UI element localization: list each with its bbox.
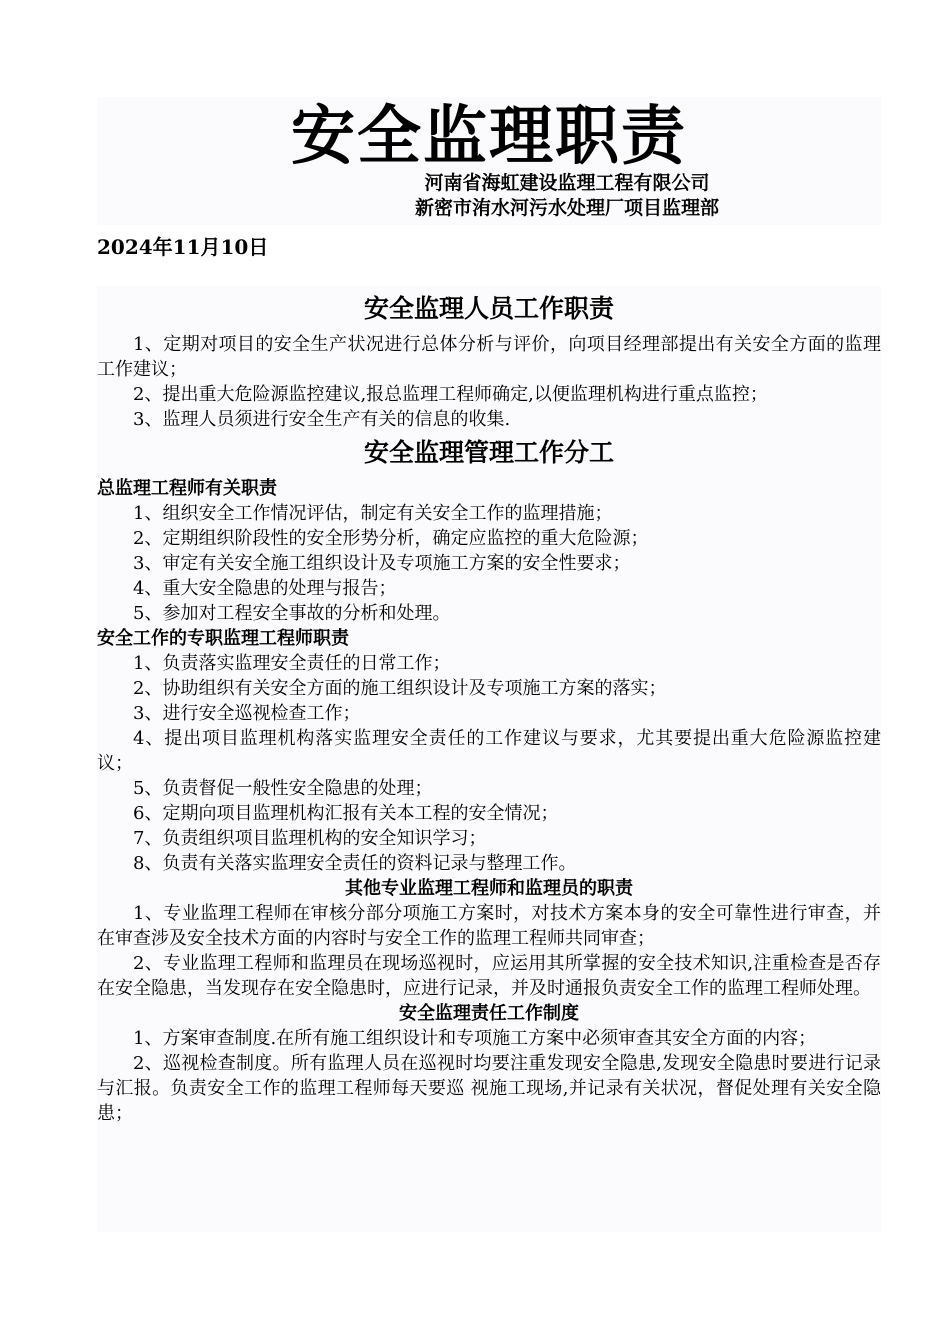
company-name: [337, 171, 797, 221]
paragraph: 3、进行安全巡视检查工作；: [133, 703, 361, 724]
paragraph: 4、重大安全隐患的处理与报告；: [133, 578, 397, 599]
document-date: 2024年11月10日: [97, 235, 269, 259]
document-body: [97, 286, 881, 1232]
paragraph: 1、定期对项目的安全生产状况进行总体分析与评价，向项目经理部提出有关安全方面的监理工作建议；: [97, 334, 881, 380]
paragraph: 4、提出项目监理机构落实监理安全责任的工作建议与要求，尤其要提出重大危险源监控建议；: [97, 728, 881, 774]
section-title-staff-duties: 安全监理人员工作职责: [363, 294, 614, 323]
section-title-division: 安全监理管理工作分工: [363, 438, 614, 467]
paragraph: 1、专业监理工程师在审核分部分项施工方案时，对技术方案本身的安全可靠性进行审查，并在审查涉及安全技术方面的内容时与安全工作的监理工程师共同审查；: [97, 903, 881, 949]
subheading-chief-engineer: 总监理工程师有关职责: [97, 478, 277, 499]
paragraph: 1、负责落实监理安全责任的日常工作；: [133, 653, 451, 674]
company-line-1: 河南省海虹建设监理工程有限公司: [424, 172, 710, 194]
paragraph: 3、监理人员须进行安全生产有关的信息的收集.: [133, 409, 511, 430]
paragraph: 3、审定有关安全施工组织设计及专项施工方案的安全性要求；: [133, 553, 631, 574]
subheading-responsibility-system: 安全监理责任工作制度: [399, 1003, 579, 1024]
paragraph: 1、方案审查制度.在所有施工组织设计和专项施工方案中必须审查其安全方面的内容；: [133, 1028, 817, 1049]
paragraph: 2、巡视检查制度。所有监理人员在巡视时均要注重发现安全隐患,发现安全隐患时要进行记录与汇报。负责安全工作的监理工程师每天要巡 视施工现场,并记录有关状况，督促处理有关安全隐患；: [97, 1053, 881, 1124]
paragraph: 2、协助组织有关安全方面的施工组织设计及专项施工方案的落实；: [133, 678, 667, 699]
paragraph: 7、负责组织项目监理机构的安全知识学习；: [133, 828, 487, 849]
paragraph: 2、定期组织阶段性的安全形势分析，确定应监控的重大危险源；: [133, 528, 649, 549]
paragraph: 5、负责督促一般性安全隐患的处理；: [133, 778, 433, 799]
paragraph: 8、负责有关落实监理安全责任的资料记录与整理工作。: [133, 853, 577, 874]
title-block: [97, 97, 881, 225]
paragraph: 6、定期向项目监理机构汇报有关本工程的安全情况；: [133, 803, 559, 824]
company-line-2: 新密市洧水河污水处理厂项目监理部: [414, 197, 719, 219]
paragraph: 2、提出重大危险源监控建议,报总监理工程师确定,以便监理机构进行重点监控；: [133, 384, 768, 405]
paragraph: 2、专业监理工程师和监理员在现场巡视时，应运用其所掌握的安全技术知识,注重检查是否存在安全隐患，当发现存在安全隐患时，应进行记录，并及时通报负责安全工作的监理工程师处理。: [97, 953, 881, 999]
subheading-other-engineers: 其他专业监理工程师和监理员的职责: [345, 878, 633, 899]
subheading-dedicated-engineer: 安全工作的专职监理工程师职责: [97, 628, 349, 649]
paragraph: 1、组织安全工作情况评估，制定有关安全工作的监理措施；: [133, 503, 613, 524]
paragraph: 5、参加对工程安全事故的分析和处理。: [133, 603, 451, 624]
page-title: 安全监理职责: [291, 100, 687, 174]
